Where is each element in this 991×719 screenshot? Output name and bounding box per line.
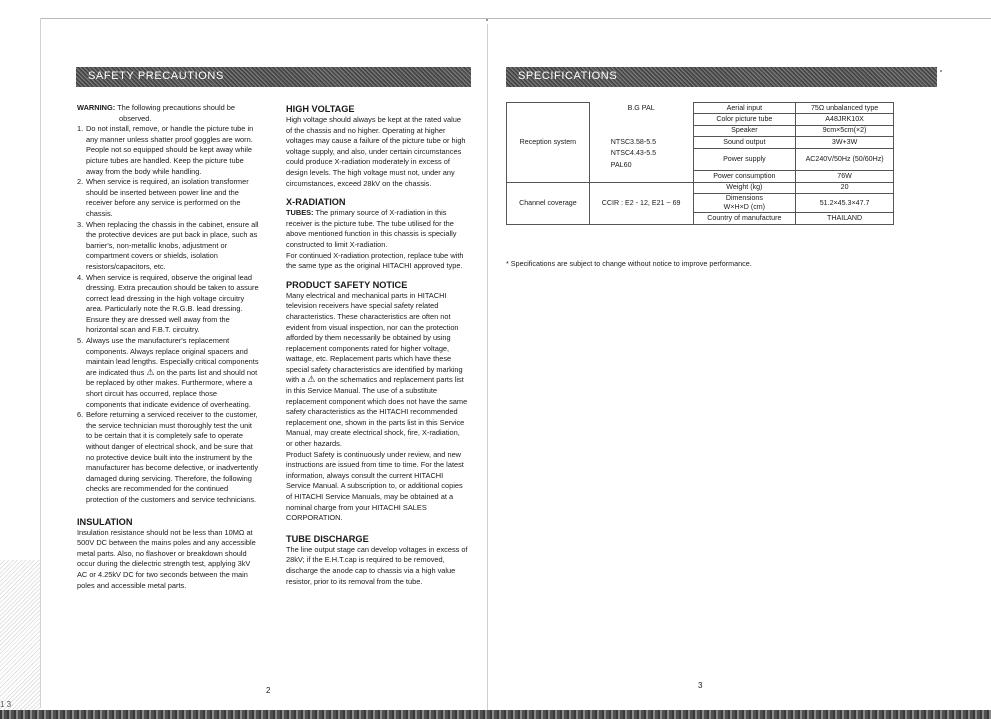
scan-top-edge bbox=[40, 18, 991, 19]
scan-bottom-edge bbox=[0, 710, 991, 719]
product-safety-text bbox=[286, 291, 468, 450]
ntsc-443-cell: NTSC4.43-5.5 bbox=[589, 148, 693, 159]
tubes-label: TUBES: bbox=[286, 208, 314, 218]
reception-system-label: Reception system bbox=[507, 103, 590, 183]
spec-label: Power supply bbox=[693, 148, 796, 171]
specifications-table bbox=[506, 102, 894, 225]
x-radiation-body: The primary source of X-radiation in this receiver is the picture tube. The tube utilised for the above mentioned function in this chassis is specially constructed to limit X-radiation. bbox=[286, 208, 457, 249]
precaution-number: 4. bbox=[77, 272, 84, 282]
precaution-text: Always use the manufacturer's replacement components. Always replace original spacers and maintain lead lengths. Especially critical components are indicated thus bbox=[86, 336, 259, 377]
warning-triangle-icon: ⚠ bbox=[146, 366, 155, 377]
table-row bbox=[507, 103, 894, 114]
spec-value: 75Ω unbalanced type bbox=[796, 103, 894, 114]
spec-value: THAILAND bbox=[796, 213, 894, 224]
precaution-number: 6. bbox=[77, 410, 84, 420]
specifications-note: * Specifications are subject to change without notice to improve performance. bbox=[506, 259, 752, 268]
middle-column bbox=[286, 103, 468, 587]
warning-label: WARNING: bbox=[77, 103, 116, 112]
spec-value: A48JRK10X bbox=[796, 114, 894, 125]
warning-paragraph bbox=[77, 103, 259, 124]
warning-triangle-icon: ⚠ bbox=[307, 374, 316, 385]
table-row bbox=[507, 182, 894, 193]
scan-dot bbox=[940, 70, 942, 72]
spec-label: Aerial input bbox=[693, 103, 796, 114]
left-column bbox=[77, 103, 259, 591]
page-fold bbox=[487, 24, 488, 714]
precaution-text: on the parts list and should not be replaced by other makes. Furthermore, where a short circuit has occurred, replace those components that indicate evidence of overheating. bbox=[86, 367, 258, 409]
pal60-cell: PAL60 bbox=[589, 159, 693, 170]
scan-dot bbox=[486, 19, 488, 21]
tube-discharge-text: The line output stage can develop voltages in excess of 28kV; if the E.H.T.cap is required to be removed, discharge the anode cap to chassis via a high value resistor, prior to its removal from the tube. bbox=[286, 544, 468, 586]
precaution-number: 1. bbox=[77, 124, 84, 134]
precaution-text: Before returning a serviced receiver to the customer, the service technician must thoroughly test the unit to be certain that it is completely safe to operate without danger of electrical shock, and be sure that no protective device built into the instrument by the manufacturer has become defective, or inadvertently damaged during servicing. Therefore, the following checks are recommended for the continued protection of the customers and service technicians. bbox=[86, 410, 259, 504]
spec-label: Color picture tube bbox=[693, 114, 796, 125]
spec-value: AC240V/50Hz (50/60Hz) bbox=[796, 148, 894, 171]
product-safety-text-2: Product Safety is continuously under review, and new instructions are issued from time to time. For the latest information, always consult the current HITACHI Service Manual. A subscription to, or additional copies of HITACHI Service Manuals, may be obtained at a nominal charge from your HITACHI SALES CORPORATION. bbox=[286, 449, 464, 523]
spec-value: 3W+3W bbox=[796, 137, 894, 148]
precaution-number: 3. bbox=[77, 219, 84, 229]
x-radiation-heading: X-RADIATION bbox=[286, 197, 346, 208]
scan-left-edge bbox=[40, 18, 41, 708]
high-voltage-heading: HIGH VOLTAGE bbox=[286, 104, 355, 114]
product-safety-body: Many electrical and mechanical parts in HITACHI television receivers have special safety related characteristics. These characteristics are often not evident from visual inspection, nor can the protection afforded by them necessarily be obtained by using replacement components rated for higher voltage, wattage, etc. Replacement parts which have these special safety characteristics are identified by marking with a bbox=[286, 290, 463, 385]
tube-discharge-heading: TUBE DISCHARGE bbox=[286, 533, 369, 544]
insulation-text: Insulation resistance should not be less than 10MΩ at 500V DC between the mains poles and any accessible metal parts. Also, no flashover or breakdown should occur during the dielectric strength test, applying 3kV AC or 4.25kV DC for two seconds between the main poles and accessible metal parts. bbox=[77, 527, 256, 590]
precaution-item bbox=[77, 410, 259, 505]
ntsc-358-cell: NTSC3.58-5.5 bbox=[589, 137, 693, 148]
x-radiation-text bbox=[286, 208, 468, 250]
channel-coverage-label: Channel coverage bbox=[507, 182, 590, 224]
precaution-item bbox=[77, 220, 259, 273]
warning-text: The following precautions should be observed. bbox=[117, 103, 236, 123]
spec-label: Power consumption bbox=[693, 171, 796, 182]
dimensions-label bbox=[693, 194, 796, 213]
precautions-list bbox=[77, 124, 259, 505]
precaution-number: 5. bbox=[77, 336, 84, 346]
spec-value: 76W bbox=[796, 171, 894, 182]
precaution-number: 2. bbox=[77, 177, 84, 187]
spec-label: Weight (kg) bbox=[693, 182, 796, 193]
high-voltage-text: High voltage should always be kept at the rated value of the chassis and no higher. Operating at higher voltages may cause a failure of the picture tube or high voltage supply, and also, under certain circumstances could produce X-radiation moderately in excess of design levels. The high voltage must not, under any circumstances, exceed 28kV on the chassis. bbox=[286, 115, 466, 188]
safety-precautions-banner: SAFETY PRECAUTIONS bbox=[76, 67, 471, 87]
precaution-item bbox=[77, 124, 259, 177]
bg-pal-cell: B.G PAL bbox=[589, 103, 693, 114]
precaution-text: When service is required, an isolation transformer should be inserted between power line and the receiver before any service is performed on the chassis. bbox=[86, 177, 249, 218]
precaution-text: When replacing the chassis in the cabinet, ensure all the protective devices are put back in place, such as barrier's, non-metallic knobs, adjustment or compartment covers or shields, isolation resistors/capacitors, etc. bbox=[86, 219, 259, 271]
spec-label: Country of manufacture bbox=[693, 213, 796, 224]
specifications-banner: SPECIFICATIONS bbox=[506, 67, 937, 87]
ccir-cell: CCIR : E2 - 12, E21 ~ 69 bbox=[589, 182, 693, 224]
spec-value: 51.2×45.3×47.7 bbox=[796, 194, 894, 213]
empty-cell bbox=[589, 114, 693, 125]
precaution-item bbox=[77, 177, 259, 219]
precaution-item bbox=[77, 273, 259, 337]
scan-grain bbox=[0, 560, 40, 710]
precaution-text: When service is required, observe the original lead dressing. Extra precaution should be taken to assure correct lead dressing in the high voltage circuitry area. Particularly note the R.G.B. lead dressing. Ensure they are dressed well away from the horizontal scan and F.B.T. circuitry. bbox=[86, 272, 259, 335]
page-number-left: 2 bbox=[266, 686, 271, 695]
precaution-text: Do not install, remove, or handle the picture tube in any manner unless shatter proof goggles are worn. People not so equipped should be kept away while picture tubes are handled. Keep the picture tube away from the body while handling. bbox=[86, 124, 254, 176]
precaution-item bbox=[77, 336, 259, 410]
insulation-heading: INSULATION bbox=[77, 516, 133, 527]
spec-label: Sound output bbox=[693, 137, 796, 148]
product-safety-heading: PRODUCT SAFETY NOTICE bbox=[286, 279, 408, 290]
page-number-right: 3 bbox=[698, 681, 703, 690]
spec-label: Speaker bbox=[693, 125, 796, 136]
x-radiation-text-2: For continued X-radiation protection, replace tube with the same type as the original HITACHI approved type. bbox=[286, 250, 464, 271]
product-safety-body: on the schematics and replacement parts list in this Service Manual. The use of a substitute replacement component which does not have the same safety characteristics as the HITACHI recommended replacement one, shown in the parts list in this Service Manual, may create electrical shock, fire, X-radiation, or other hazards. bbox=[286, 375, 468, 449]
spec-value: 20 bbox=[796, 182, 894, 193]
empty-cell bbox=[589, 171, 693, 182]
spec-value: 9cm×5cm(×2) bbox=[796, 125, 894, 136]
empty-cell bbox=[589, 125, 693, 136]
spec-label: Dimensions bbox=[725, 194, 763, 203]
spec-label-units: W×H×D (cm) bbox=[723, 203, 766, 212]
scan-specks: 1 3 bbox=[0, 700, 12, 709]
